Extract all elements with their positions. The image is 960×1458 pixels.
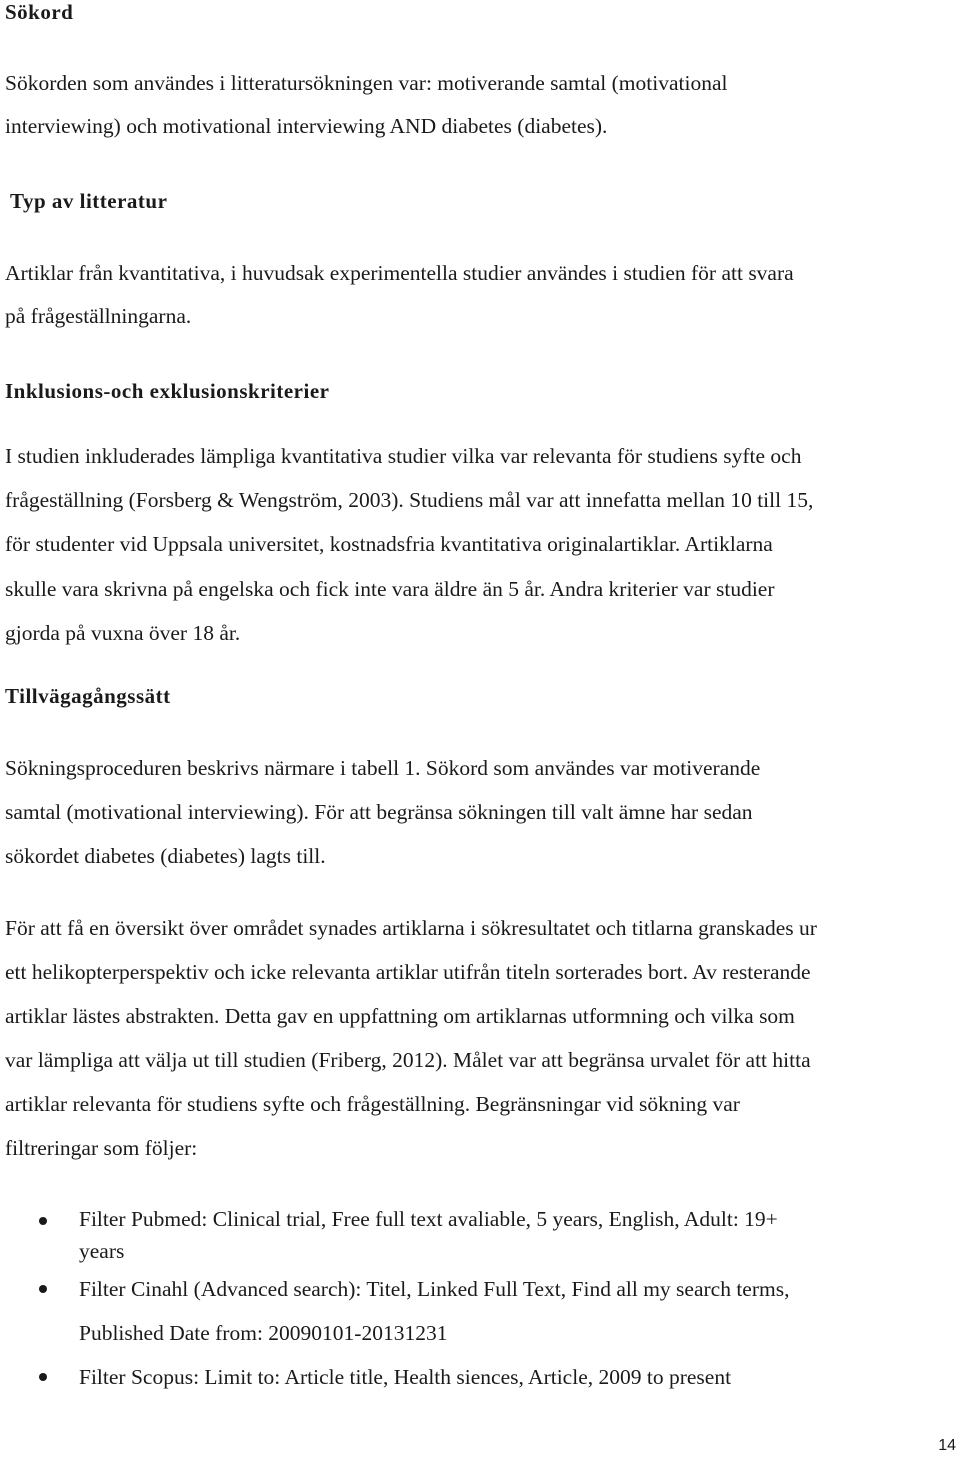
bullet-icon xyxy=(39,1217,47,1225)
heading-sokord: Sökord xyxy=(5,0,74,24)
paragraph-typ xyxy=(5,252,794,338)
filter-line: years xyxy=(79,1239,125,1263)
paragraph-oversikt xyxy=(5,906,817,1170)
text-line: gjorda på vuxna över 18 år. xyxy=(5,620,241,645)
text-line: på frågeställningarna. xyxy=(5,304,192,328)
paragraph-sokord xyxy=(5,62,727,148)
heading-tillvagagangssatt: Tillvägagångssätt xyxy=(5,684,171,708)
filter-item-cinahl xyxy=(0,1267,960,1355)
text-line: För att få en översikt över området synades artiklarna i sökresultatet och titlarna granskades ur xyxy=(5,916,817,940)
text-line: artiklar relevanta för studiens syfte och frågeställning. Begränsningar vid sökning var xyxy=(5,1092,740,1116)
text-line: artiklar lästes abstrakten. Detta gav en uppfattning om artiklarnas utformning och vilka som xyxy=(5,1004,795,1028)
bullet-icon xyxy=(39,1373,47,1381)
heading-typ-av-litteratur: Typ av litteratur xyxy=(10,189,168,213)
filter-list xyxy=(0,1203,960,1399)
text-line: filtreringar som följer: xyxy=(5,1136,198,1160)
text-line: samtal (motivational interviewing). För att begränsa sökningen till valt ämne har sedan xyxy=(5,800,753,824)
text-line: skulle vara skrivna på engelska och fick inte vara äldre än 5 år. Andra kriterier var studier xyxy=(5,576,775,601)
filter-line: Filter Pubmed: Clinical trial, Free full text avaliable, 5 years, English, Adult: 19+ xyxy=(79,1207,778,1231)
text-line: Sökorden som användes i litteratursökningen var: motiverande samtal (motivational xyxy=(5,71,728,95)
filter-item-scopus xyxy=(0,1355,960,1399)
filter-line: Filter Scopus: Limit to: Article title, Health siences, Article, 2009 to present xyxy=(79,1365,732,1389)
text-line: frågeställning (Forsberg & Wengström, 2003). Studiens mål var att innefatta mellan 10 till 15, xyxy=(5,488,814,513)
filter-line: Published Date from: 20090101-20131231 xyxy=(79,1321,448,1345)
heading-inklusion: Inklusions-och exklusionskriterier xyxy=(5,379,330,403)
filter-line: Filter Cinahl (Advanced search): Titel, Linked Full Text, Find all my search terms, xyxy=(79,1277,790,1301)
paragraph-inklusion xyxy=(5,434,813,655)
paragraph-tillvagagangssatt xyxy=(5,746,760,878)
page-number: 14 xyxy=(938,1437,956,1454)
text-line: Sökningsproceduren beskrivs närmare i tabell 1. Sökord som användes var motiverande xyxy=(5,756,761,780)
text-line: för studenter vid Uppsala universitet, kostnadsfria kvantitativa originalartiklar. Artiklarna xyxy=(5,532,773,557)
text-line: var lämpliga att välja ut till studien (Friberg, 2012). Målet var att begränsa urvalet för att hitta xyxy=(5,1048,811,1072)
filter-item-pubmed xyxy=(0,1203,960,1267)
text-line: interviewing) och motivational interviewing AND diabetes (diabetes). xyxy=(5,114,608,138)
text-line: I studien inkluderades lämpliga kvantitativa studier vilka var relevanta för studiens syfte och xyxy=(5,444,802,468)
text-line: sökordet diabetes (diabetes) lagts till. xyxy=(5,844,326,868)
bullet-icon xyxy=(39,1285,47,1293)
text-line: Artiklar från kvantitativa, i huvudsak experimentella studier användes i studien för att svara xyxy=(5,261,794,285)
text-line: ett helikopterperspektiv och icke relevanta artiklar utifrån titeln sorterades bort. Av resterande xyxy=(5,960,811,984)
